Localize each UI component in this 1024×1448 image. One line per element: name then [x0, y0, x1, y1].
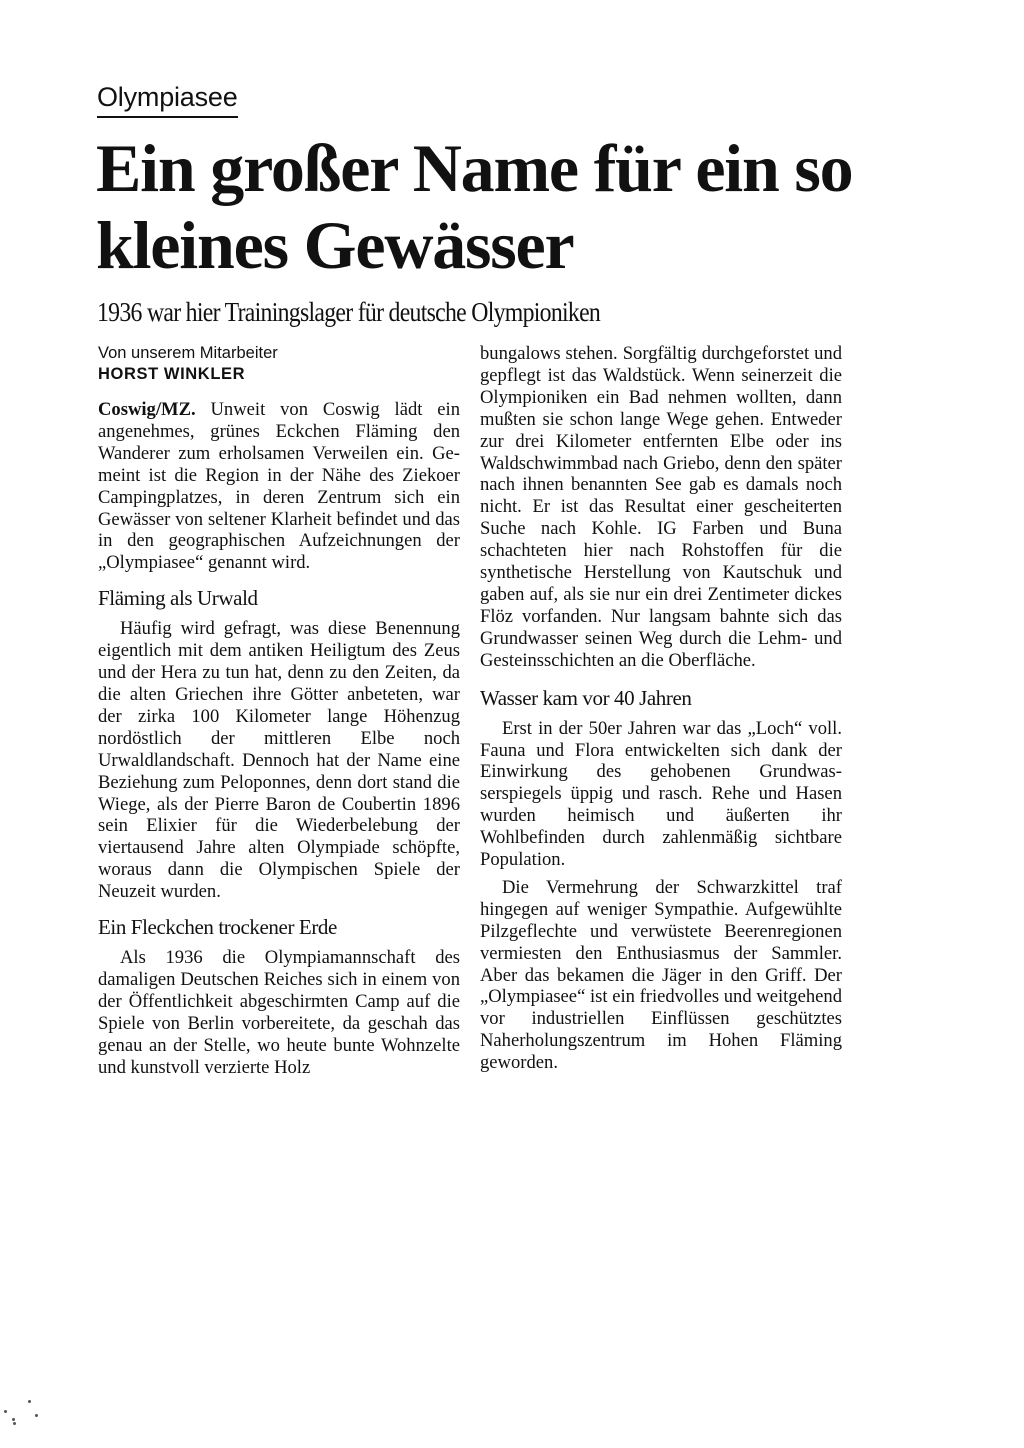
body-paragraph: Erst in der 50er Jahren war das „Loch“ voll. Fauna und Flora entwickelten sich dank der Einwirkung des gehobenen Grundwasserspiegels üppig und rasch. Rehe und Hasen wurden heimisch und äußerten ihr Wohlbefinden durch zahlenmäßig sichtbare Population. — [480, 717, 842, 871]
column-left — [98, 343, 460, 1078]
scan-speck — [35, 1414, 38, 1417]
scan-speck — [13, 1422, 16, 1425]
body-paragraph: Die Vermehrung der Schwarzkittel traf hingegen auf weniger Sympathie. Aufgewühlte Pilzgeflechte und verwüstete Beerenregionen vermiesten den Enthusiasmus der Sammler. Aber das bekamen die Jäger in den Griff. Der „Olympiasee“ ist ein friedvolles und weitgehend vor industriellen Einflüssen geschütztes Naherholungszentrum im Hohen Fläming geworden. — [480, 876, 842, 1074]
scan-speck — [4, 1410, 7, 1413]
column-right — [480, 343, 842, 1074]
section-heading: Fläming als Urwald — [98, 586, 258, 611]
lead-paragraph — [98, 399, 460, 574]
byline-intro: Von unserem Mitarbeiter — [98, 344, 278, 362]
lead-text: Unweit von Coswig lädt ein angenehmes, grünes Eckchen Fläming den Wanderer zum erholsamen Verweilen ein. Gemeint ist die Region in der Nähe des Ziekoer Campingplatzes, in deren Zentrum sich ein Gewässer von seltener Klarheit befindet und das in den geographischen Aufzeichnungen der „Olympiasee“ genannt wird. — [98, 399, 460, 574]
headline: Ein großer Name für ein so kleines Gewässer — [96, 130, 853, 283]
scan-speck — [12, 1418, 15, 1421]
body-paragraph: Als 1936 die Olympiamannschaft des damaligen Deutschen Reiches sich in einem von der Öffentlichkeit abgeschirmten Camp auf die Spiele von Berlin vorbereitete, da geschah das genau an der Stelle, wo heute bunte Wohnzelte und kunstvoll verzierte Holz — [98, 947, 460, 1078]
subheadline: 1936 war hier Trainingslager für deutsche Olympioniken — [97, 297, 601, 327]
body-paragraph-continued: bungalows stehen. Sorgfältig durchgeforstet und gepflegt ist das Waldstück. Wenn seinerzeit die Olympioniken ein Bad nehmen wollten, dann mußten sie schon lange Wege gehen. Entweder zur drei Kilometer entfernten Elbe oder ins Waldschwimmbad nach Griebo, denn den später nach ihnen benannten See gab es damals noch nicht. Er ist das Resultat einer gescheiterten Suche nach Kohle. IG Farben und Buna schachteten hier nach Rohstoffen für die synthetische Herstellung von Kautschuk und gaben auf, als sie nur ein drei Zentimeter dickes Flöz vorfanden. Nur langsam bahnte sich das Grundwasser seinen Weg durch die Lehm- und Gesteinsschichten an die Oberfläche. — [480, 343, 842, 671]
body-paragraph: Häufig wird gefragt, was diese Benennung eigentlich mit dem antiken Heiligtum des Zeus und der Hera zu tun hat, denn zu den Zeiten, da die alten Griechen ihre Götter anbeteten, war der zirka 100 Kilometer lange Höhenzug nordöstlich der mittleren Elbe noch Urwaldlandschaft. Dennoch hat der Name eine Beziehung zum Peloponnes, denn dort stand die Wiege, als der Pierre Baron de Coubertin 1896 sein Elixier für die Wiederbelebung der viertausend Jahre alten Olympiade schöpfte, woraus dann die Olympischen Spiele der Neuzeit wurden. — [98, 618, 460, 903]
section-heading: Ein Fleckchen trockener Erde — [98, 915, 337, 940]
dateline: Coswig/MZ. — [98, 399, 196, 420]
kicker: Olympiasee — [97, 80, 238, 118]
scan-speck — [28, 1400, 31, 1403]
section-heading: Wasser kam vor 40 Jahren — [480, 685, 692, 710]
byline-author: HORST WINKLER — [98, 365, 246, 383]
